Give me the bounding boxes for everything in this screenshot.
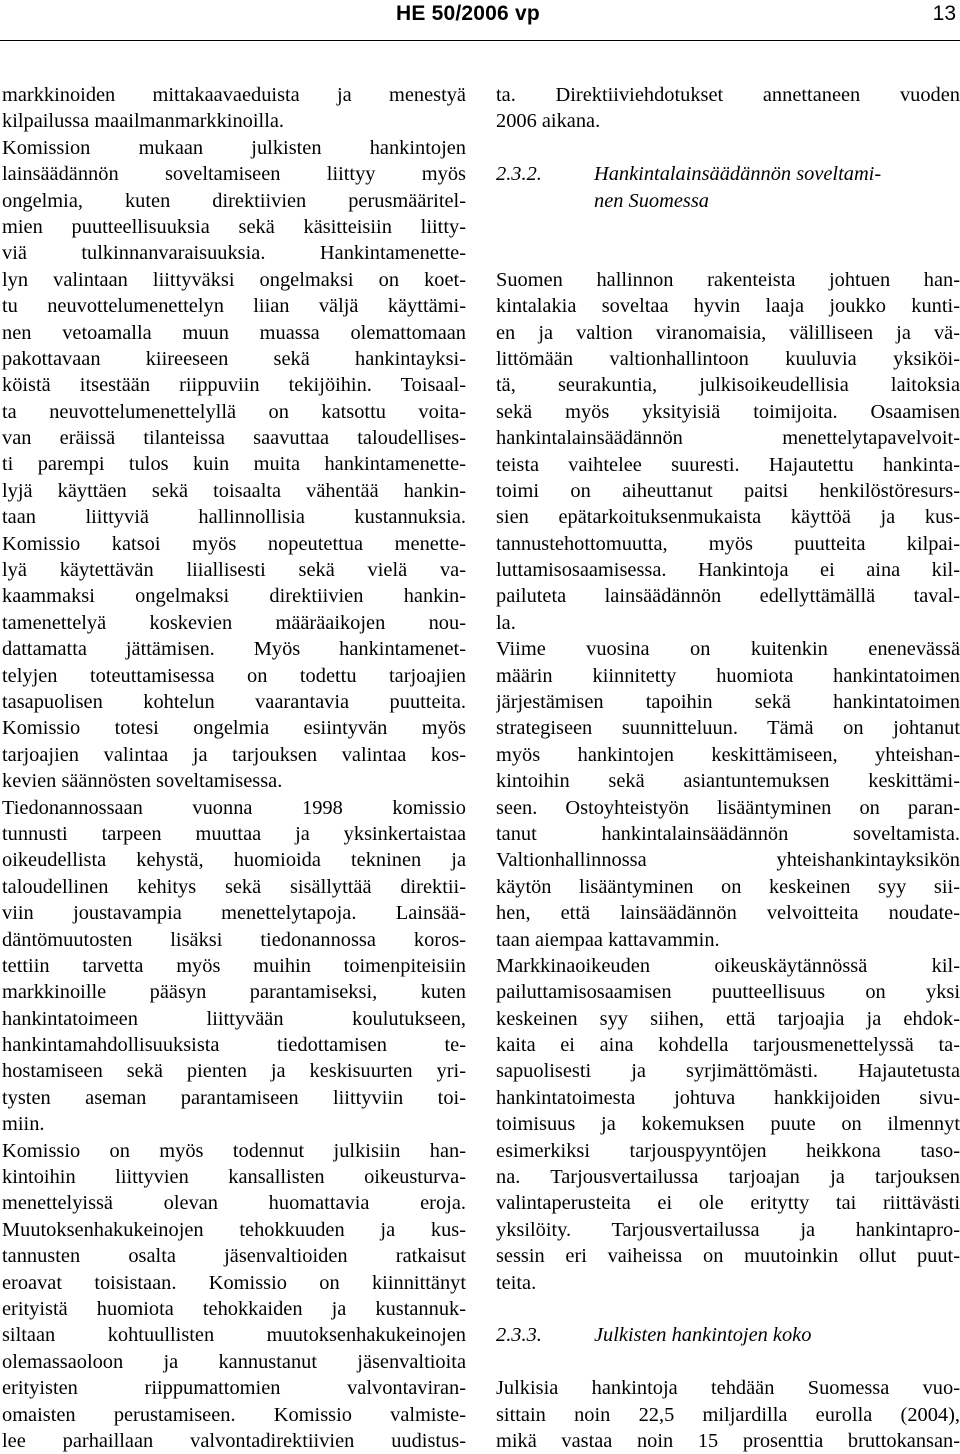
text-line: tettiin tarvetta myös muihin toimenpiteisiin	[2, 954, 466, 977]
section-heading-2-3-3	[496, 1322, 960, 1348]
text-line: kintalakia soveltaa hyvin laaja joukko kunti-	[496, 295, 960, 318]
text-line: esimerkiksi tarjouspyyntöjen heikkona taso-	[496, 1139, 960, 1162]
text-line: taloudellinen kehitys sekä sisällyttää direktii-	[2, 875, 466, 898]
text-line: kaita ei aina kohdella tarjousmenettelyssä ta-	[496, 1034, 960, 1057]
section-number: 2.3.2.	[496, 163, 542, 186]
section-heading-2-3-2-continued	[496, 188, 960, 214]
text-line: käytön lisääntyminen on keskeinen syy sii-	[496, 875, 960, 898]
text-line: viä tulkinnanvaraisuuksia. Hankintamenette-	[2, 242, 466, 265]
text-line: la.	[496, 611, 516, 634]
section-number: 2.3.3.	[496, 1324, 542, 1347]
left-column	[2, 82, 466, 1454]
text-line: lyjä käyttäen sekä toisaalta vähentää hankin-	[2, 479, 466, 502]
text-line: siltaan kohtuullisten muutoksenhakukeinojen	[2, 1324, 466, 1347]
text-line: ongelmia, kuten direktiivien perusmääritel-	[2, 189, 466, 212]
text-line: mikä vastaa noin 15 prosenttia bruttokansan-	[496, 1429, 960, 1452]
text-line: tannustehottomuutta, myös puutteita kilpai-	[496, 532, 960, 555]
text-line: Komissio on myös todennut julkisiin han-	[2, 1139, 466, 1162]
section-title: Julkisten hankintojen koko	[594, 1324, 812, 1347]
text-line: järjestämisen tapoihin sekä hankintatoimen	[496, 691, 960, 714]
text-line: pakottavaan kiireeseen sekä hankintayksi-	[2, 347, 466, 370]
text-line: eroavat toisistaan. Komissio on kiinnittänyt	[2, 1271, 466, 1294]
text-line: ta. Direktiiviehdotukset annettaneen vuoden	[496, 84, 960, 106]
text-line: Komissio katsoi myös nopeutettua menette-	[2, 532, 466, 555]
text-line: kilpailussa maailmanmarkkinoilla.	[2, 110, 285, 133]
text-line: hankintamahdollisuuksista tiedottamisen te-	[2, 1034, 466, 1057]
text-line: sien epätarkoituksenmukaista käyttöä ja kus-	[496, 506, 960, 529]
text-line: strategiseen suunnitteluun. Tämä on johtanut	[496, 717, 960, 740]
text-line: seen. Ostoyhteistyön lisääntyminen on paran-	[496, 796, 960, 819]
text-line: hankintatoimesta johtuva hankkijoiden sivu-	[496, 1086, 960, 1109]
text-line: määrin kiinnitetty huomiota hankintatoimen	[496, 664, 960, 687]
text-line: tarjoajien valintaa ja tarjouksen valintaa kos-	[2, 743, 466, 766]
text-line: hostamiseen sekä pienten ja keskisuurten yri-	[2, 1060, 466, 1083]
text-line: erityisten riippumattomien valvontaviran-	[2, 1377, 466, 1400]
text-line: hen, että lainsäädännön velvoitteita noudate-	[496, 902, 960, 925]
text-line: Viime vuosina on kuitenkin enenevässä	[496, 638, 960, 661]
text-line: keskeinen syy siihen, että tarjoajia ja ehdok-	[496, 1007, 960, 1030]
text-line: toimisuus ja kokemuksen puute on ilmennyt	[496, 1113, 960, 1136]
text-line: miin.	[2, 1113, 45, 1136]
text-line: van eräissä tilanteissa saavuttaa taloudellises-	[2, 427, 466, 450]
text-line: ti parempi tulos kuin muita hankintamenette-	[2, 453, 466, 476]
page-number: 13	[932, 2, 956, 25]
text-line: Muutoksenhakukeinojen tehokkuuden ja kus-	[2, 1218, 466, 1241]
text-line: tamenettelyä koskevien määräaikojen nou-	[2, 611, 466, 634]
text-line: olemassaoloon ja kannustanut jäsenvaltioita	[2, 1350, 466, 1373]
text-line: tannusten osalta jäsenvaltioiden ratkaisut	[2, 1245, 466, 1268]
text-line: mien puutteellisuuksia sekä käsitteisiin liitty-	[2, 215, 466, 238]
section-title: Hankintalainsäädännön soveltami-	[594, 163, 882, 186]
text-line: köistä itsestään riippuviin tekijöihin. Toisaal-	[2, 374, 466, 397]
text-line: tasapuolisen kohtelun vaarantavia puutteita.	[2, 690, 466, 713]
text-line: na. Tarjousvertailussa tarjoajan ja tarjouksen	[496, 1166, 960, 1189]
text-line: valintaperusteita ei ole eritytty tai riittävästi	[496, 1192, 960, 1215]
right-column-intro	[496, 82, 960, 135]
text-line: telyjen toteuttamisessa on todettu tarjoajien	[2, 664, 466, 687]
text-line: tysten aseman parantamiseen liittyviin toi-	[2, 1086, 466, 1109]
text-line: lyn valintaan liittyväksi ongelmaksi on koet-	[2, 268, 466, 291]
text-line: nen vetoamalla muun muassa olemattomaan	[2, 321, 466, 344]
text-line: sessin eri vaiheissa on muutoinkin ollut puut-	[496, 1245, 960, 1268]
text-line: pailuttamisosaamisen puutteellisuus on yksi	[496, 981, 960, 1004]
text-line: menettelyissä olevan huomattavia eroja.	[2, 1192, 466, 1215]
text-line: Valtionhallinnossa yhteishankintayksikön	[496, 849, 960, 872]
document-id: HE 50/2006 vp	[396, 2, 540, 25]
text-line: sekä myös yksityisiä toimijoita. Osaamisen	[496, 400, 960, 423]
text-line: pailuteta lainsäädännön edellyttämällä taval-	[496, 585, 960, 608]
text-line: lyä käytettävän liiallisesti sekä vielä va-	[2, 559, 466, 582]
text-line: tä, seurakuntia, julkisoikeudellisia laitoksia	[496, 374, 960, 397]
text-line: markkinoiden mittakaavaeduista ja menestyä	[2, 84, 466, 106]
text-line: däntömuutosten lisäksi tiedonannossa koros-	[2, 928, 466, 951]
text-line: viin joustavampia menettelytapoja. Lainsää-	[2, 902, 466, 925]
right-column	[496, 82, 960, 1454]
text-line: dattamatta jättämisen. Myös hankintamenet-	[2, 638, 466, 661]
text-line: luttamisosaamisessa. Hankintoja ei aina kil-	[496, 559, 960, 582]
text-line: Markkinaoikeuden oikeuskäytännössä kil-	[496, 954, 960, 977]
text-line: teista vaihtelee suuresti. Hajautettu hankinta-	[496, 453, 960, 476]
text-line: tunnusti tarpeen muuttaa ja yksinkertaistaa	[2, 822, 466, 845]
text-line: Komissio totesi ongelmia esiintyvän myös	[2, 717, 466, 740]
text-line: taan liittyviä hallinnollisia kustannuksia.	[2, 506, 466, 529]
text-line: hankintatoimeen liittyvään koulutukseen,	[2, 1007, 466, 1030]
text-line: tu neuvottelumenettelyn liian väljä käyttämi-	[2, 295, 466, 318]
text-line: kintoihin liittyvien kansallisten oikeusturva-	[2, 1166, 466, 1189]
text-line: ta neuvottelumenettelyllä on katsottu voita-	[2, 400, 466, 423]
text-line: omaisten perustamiseen. Komissio valmiste-	[2, 1403, 466, 1426]
section-title-continued: nen Suomessa	[594, 189, 709, 212]
text-line: markkinoille pääsyn parantamiseksi, kuten	[2, 981, 466, 1004]
text-line: tanut hankintalainsäädännön soveltamista.	[496, 822, 960, 845]
section-2-3-3-body	[496, 1375, 960, 1454]
text-line: kaammaksi ongelmaksi direktiivien hankin-	[2, 585, 466, 608]
text-line: littömään valtionhallintoon kuuluvia yksiköi-	[496, 347, 960, 370]
text-line: yksilöity. Tarjousvertailussa ja hankintapro-	[496, 1218, 960, 1241]
text-line: Julkisia hankintoja tehdään Suomessa vuo-	[496, 1377, 960, 1400]
section-heading-2-3-2	[496, 161, 960, 187]
text-line: kevien säännösten soveltamisessa.	[2, 770, 283, 793]
text-line: sapuolisesti ja syrjimättömästi. Hajautetusta	[496, 1060, 960, 1083]
text-line: taan aiempaa kattavammin.	[496, 928, 720, 951]
text-line: toimi on aiheuttanut paitsi henkilöstöresurs-	[496, 479, 960, 502]
text-line: kintoihin sekä asiantuntemuksen keskittämi-	[496, 770, 960, 793]
text-line: hankintalainsäädännön menettelytapavelvoit-	[496, 427, 960, 450]
text-line: Suomen hallinnon rakenteista johtuen han-	[496, 268, 960, 291]
page-header	[0, 0, 960, 41]
text-line: sittain noin 22,5 miljardilla eurolla (2004),	[496, 1403, 960, 1426]
text-line: lee parhaillaan valvontadirektiivien uudistus-	[2, 1429, 466, 1452]
text-line: oikeudellista kehystä, huomioida tekninen ja	[2, 849, 466, 872]
text-line: Komission mukaan julkisten hankintojen	[2, 136, 466, 159]
text-line: erityistä huomiota tehokkaiden ja kustannuk-	[2, 1297, 466, 1320]
text-line: lainsäädännön soveltamiseen liittyy myös	[2, 163, 466, 186]
text-line: myös hankintojen keskittämiseen, yhteishan-	[496, 743, 960, 766]
text-line: Tiedonannossaan vuonna 1998 komissio	[2, 796, 466, 819]
text-line: teita.	[496, 1271, 537, 1294]
text-line: 2006 aikana.	[496, 110, 601, 133]
text-line: en ja valtion viranomaisia, välilliseen ja vä-	[496, 321, 960, 344]
section-2-3-2-body	[496, 267, 960, 1296]
